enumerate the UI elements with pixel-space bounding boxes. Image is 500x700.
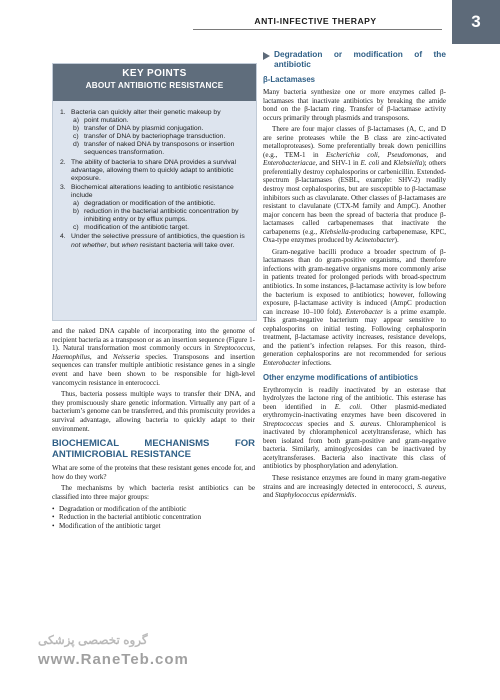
key-point-number: 4. [60, 233, 66, 241]
key-point-text: The ability of bacteria to share DNA provides a survival advantage, allowing them to quickly adapt to antibiotic exposure. [71, 158, 237, 182]
key-points-list [60, 109, 250, 251]
paragraph: and the naked DNA capable of incorporating into the genome of recipient bacteria as a transposon or as an insertion sequence (Figure 1-1). Natural transformation most commonly occurs in Streptococcus, Haemophilus, and Neisseria species. Transposons and insertion sequences can transfer multiple antibiotic resistance genes in a single event and have been shown to be responsible for high-level vancomycin resistance in enterococci. [52, 327, 255, 387]
triangle-marker-icon [263, 52, 270, 60]
right-column [263, 50, 446, 503]
key-point-1 [60, 109, 250, 158]
key-point-subitem: b) reduction in the bacterial antibiotic concentration by inhibiting entry or by efflux pumps. [73, 208, 239, 224]
key-point-3 [60, 184, 250, 233]
paragraph: These resistance enzymes are found in many gram-negative strains and are increasingly detected in enterococci, S. aureus, and Staphylococcus epidermidis. [263, 473, 446, 500]
bullet-item: • Modification of the antibiotic target [52, 522, 255, 531]
key-point-number: 2. [60, 158, 66, 166]
key-points-title: KEY POINTS [122, 68, 187, 79]
key-point-subitem: c) transfer of DNA by bacteriophage transduction. [73, 133, 226, 141]
key-point-text: Biochemical alterations leading to antibiotic resistance include [71, 183, 234, 199]
key-point-number: 3. [60, 183, 66, 191]
key-point-subitem: a) degradation or modification of the antibiotic. [73, 200, 216, 208]
subsection-heading: β-Lactamases [263, 75, 316, 84]
key-point-subitem: b) transfer of DNA by plasmid conjugation. [73, 125, 204, 133]
key-point-number: 1. [60, 109, 66, 116]
chapter-title: ANTI-INFECTIVE THERAPY [254, 16, 377, 26]
subsection-heading: Other enzyme modifications of antibiotics [263, 372, 419, 382]
key-point-4: 4. Under the selective pressure of antibiotics, the question is not whether, but when resistant bacteria will take over. [60, 233, 245, 249]
key-points-subtitle: ABOUT ANTIBIOTIC RESISTANCE [85, 81, 224, 90]
paragraph: The mechanisms by which bacteria resist antibiotics can be classified into three major groups: [52, 484, 255, 501]
watermark-url: www.RaneTeb.com [38, 651, 189, 668]
key-points-header [53, 64, 256, 101]
key-point-2 [60, 159, 250, 183]
header-rule [193, 29, 442, 30]
key-point-text: Bacteria can quickly alter their genetic makeup by [71, 109, 221, 116]
paragraph: Gram-negative bacilli produce a broader spectrum of β-lactamases than do gram-positive organisms, and therefore infections with gram-negative organisms more commonly arise in patients treated for prolonged periods with broad-spectrum antibiotics. In some instances, β-lactamase activity is low before the bacterium is exposed to antibiotics; however, following exposure, β-lactamase activity is induced (AmpC production can increase 10–100 fold). Enterobacter is a prime example. This gram-negative bacterium may appear sensitive to cephalosporins on initial testing. Following cephalosporin treatment, β-lactamase activity increases, resistance develops, and the patient’s infection relapses. For this reason, third-generation cephalosporins are not recommended for serious Enterobacter infections. [263, 247, 446, 367]
running-header [0, 0, 500, 48]
key-points-box [52, 63, 257, 321]
page-number-tab: 3 [452, 0, 500, 44]
key-point-subitem: a) point mutation. [73, 117, 129, 125]
section-heading: Degradation or modification of the antibiotic [263, 50, 446, 69]
paragraph: There are four major classes of β-lactamases (A, C, and D are serine proteases while the B class are zinc-activated metalloproteases). Some preferentially break down penicillins (e.g., TEM-1 in Escherichia coli, Pseudomonas, and Enterobacteriacae, and SHV-1 in E. coli and Klebsiella); others preferentially destroy cephalosporins or carbenicillin. Extended-spectrum β-lactamases (ESBL, example: SHV-2) readily destroy most cephalosporins, but are susceptible to β-lactamase inhibitors such as clavulanate. Other classes of β-lactamases are resistant to clavulanate (CTX-M family and AmpC). Another major concern has been the spread of bacteria that produce β-lactamases called carbapenemases that inactivate the carbapenems (e.g., Klebsiella-producing carbapenemase, KPC, Oxa-type enzymes produced by Acinetobacter). [263, 125, 447, 245]
paragraph: Many bacteria synthesize one or more enzymes called β-lactamases that inactivate antibiotics by breaking the amide bond on the β-lactam ring. Transfer of β-lactamase activity occurs primarily through plasmids and transposons. [263, 88, 446, 122]
paragraph: Thus, bacteria possess multiple ways to transfer their DNA, and they promiscuously share genetic information. Virtually any part of a bacterium’s genome can be transferred, and this promiscuity provides a survival advantage, allowing bacteria to quickly adapt to their environment. [52, 390, 255, 433]
key-point-subitem: c) modification of the antibiotic target. [73, 224, 190, 232]
section-heading: BIOCHEMICAL MECHANISMS FOR ANTIMICROBIAL RESISTANCE [52, 438, 255, 460]
paragraph: Erythromycin is readily inactivated by an esterase that hydrolyzes the lactone ring of the antibiotic. This esterase has been identified in E. coli. Other plasmid-mediated erythromycin-inactivating enzymes have been discovered in Streptococcus species and S. aureus. Chloramphenicol is inactivated by chloramphenicol acetyltransferase, which has been isolated from both gram-positive and gram-negative bacteria. Similarly, aminoglycosides can be inactivated by acetyltransferases. Bacteria also inactivate this class of antibiotics by phosphorylation and adenylation. [263, 385, 446, 471]
bullet-item: • Degradation or modification of the antibiotic [52, 505, 255, 514]
watermark-text: گروه تخصصی پزشکی [38, 633, 148, 647]
watermark [38, 633, 198, 691]
key-point-subitem: d) transfer of naked DNA by transposons or insertion sequences transformation. [73, 141, 235, 157]
left-column [52, 327, 255, 530]
question: What are some of the proteins that these resistant genes encode for, and how do they work? [52, 464, 255, 481]
bullet-item: • Reduction in the bacterial antibiotic concentration [52, 513, 255, 522]
